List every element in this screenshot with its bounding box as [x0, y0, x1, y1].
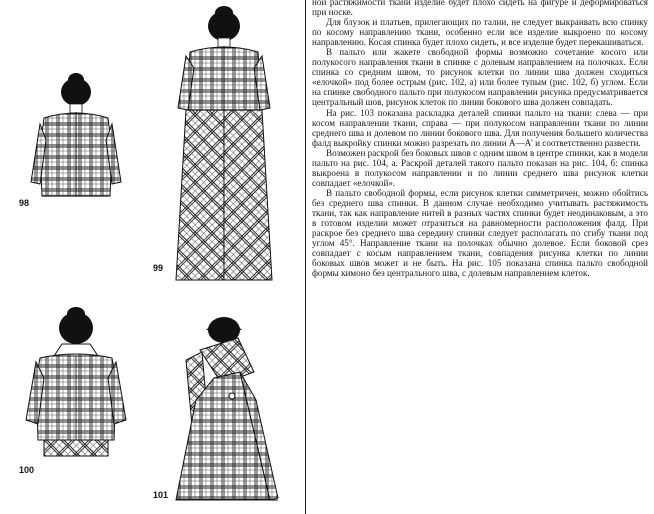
paragraph-2: Для блузок и платьев, прилегающих по талии, не следует выкраивать всю спинку по косому направлению ткани, особенно если все изделие выкроено по косому направлению. Косая спинка будет плохо сидеть, и все изделие будет перекашиваться.: [312, 17, 648, 48]
figure-98-label: 98: [19, 198, 30, 208]
illustrations-column: [0, 0, 306, 514]
blank-area: [312, 405, 654, 514]
figure-99-drawing: [176, 6, 272, 280]
figure-98-drawing: [31, 73, 121, 196]
figure-101-label: 101: [153, 490, 169, 500]
illustrations-svg: [0, 0, 305, 514]
paragraph-3: В пальто или жакете свободной формы возможно сочетание косого или полукосого направления ткани в спинке с долевым направлением на полочках. Если спинка со средним швом, то рисунок клетки по линии шва должен сходиться «елочкой» под более острым (рис. 102, а) или более тупым (рис. 102, б) углом. Если на спинке свободного пальто при полукосом направлении рисунка предусматривается центральный шов, рисунок клеток по линии бокового шва должен совпадать.: [312, 47, 648, 108]
paragraph-1: ной растяжимости ткани изделие будет плохо сидеть на фигуре и деформироваться при носке.: [312, 0, 648, 18]
body-text-column: [312, 0, 648, 402]
figure-100-drawing: [26, 307, 126, 456]
figure-99-label: 99: [153, 263, 164, 273]
paragraph-5: Возможен раскрой без боковых швов с одним швом в центре спинки, как в модели пальто на рис. 104, а. Раскрой деталей такого пальто показан на рис. 104, б: спинка выкроена в полукосом направлении и по линии среднего шва рисунок клетки совпадает «елочкой».: [312, 147, 648, 188]
figure-100-label: 100: [19, 465, 35, 475]
paragraph-4: На рис. 103 показана раскладка деталей спинки пальто на ткани: слева — при косом направлении ткани, справа — при полукосом направлении ткани по линии среднего шва и долевом по линии бокового шва. Для получения большего количества фалд выкройку спинки можно разрезать по линии А—А' и соответственно развести.: [312, 107, 648, 148]
figure-101-drawing: [176, 317, 278, 500]
paragraph-6: В пальто свободной формы, если рисунок клетки симметричен, можно обойтись без среднего шва спинки. В данном случае необходимо учитывать растяжимость ткани, так как направление нитей в разных частях спинки будет неодинаковым, а это в готовом изделии может отразиться на равномерности расположения фалд. При раскрое без среднего шва середину спинки следует располагать по сгибу ткани под углом 45°. Направление ткани на полочках обычно долевое. Если боковой срез совпадает с косым направлением ткани, совпадения рисунка клетки по линии боковых швов может и не быть. На рис. 105 показана спинка пальто свободной формы кимоно без центрального шва, с долевым направлением клеток.: [312, 187, 648, 279]
